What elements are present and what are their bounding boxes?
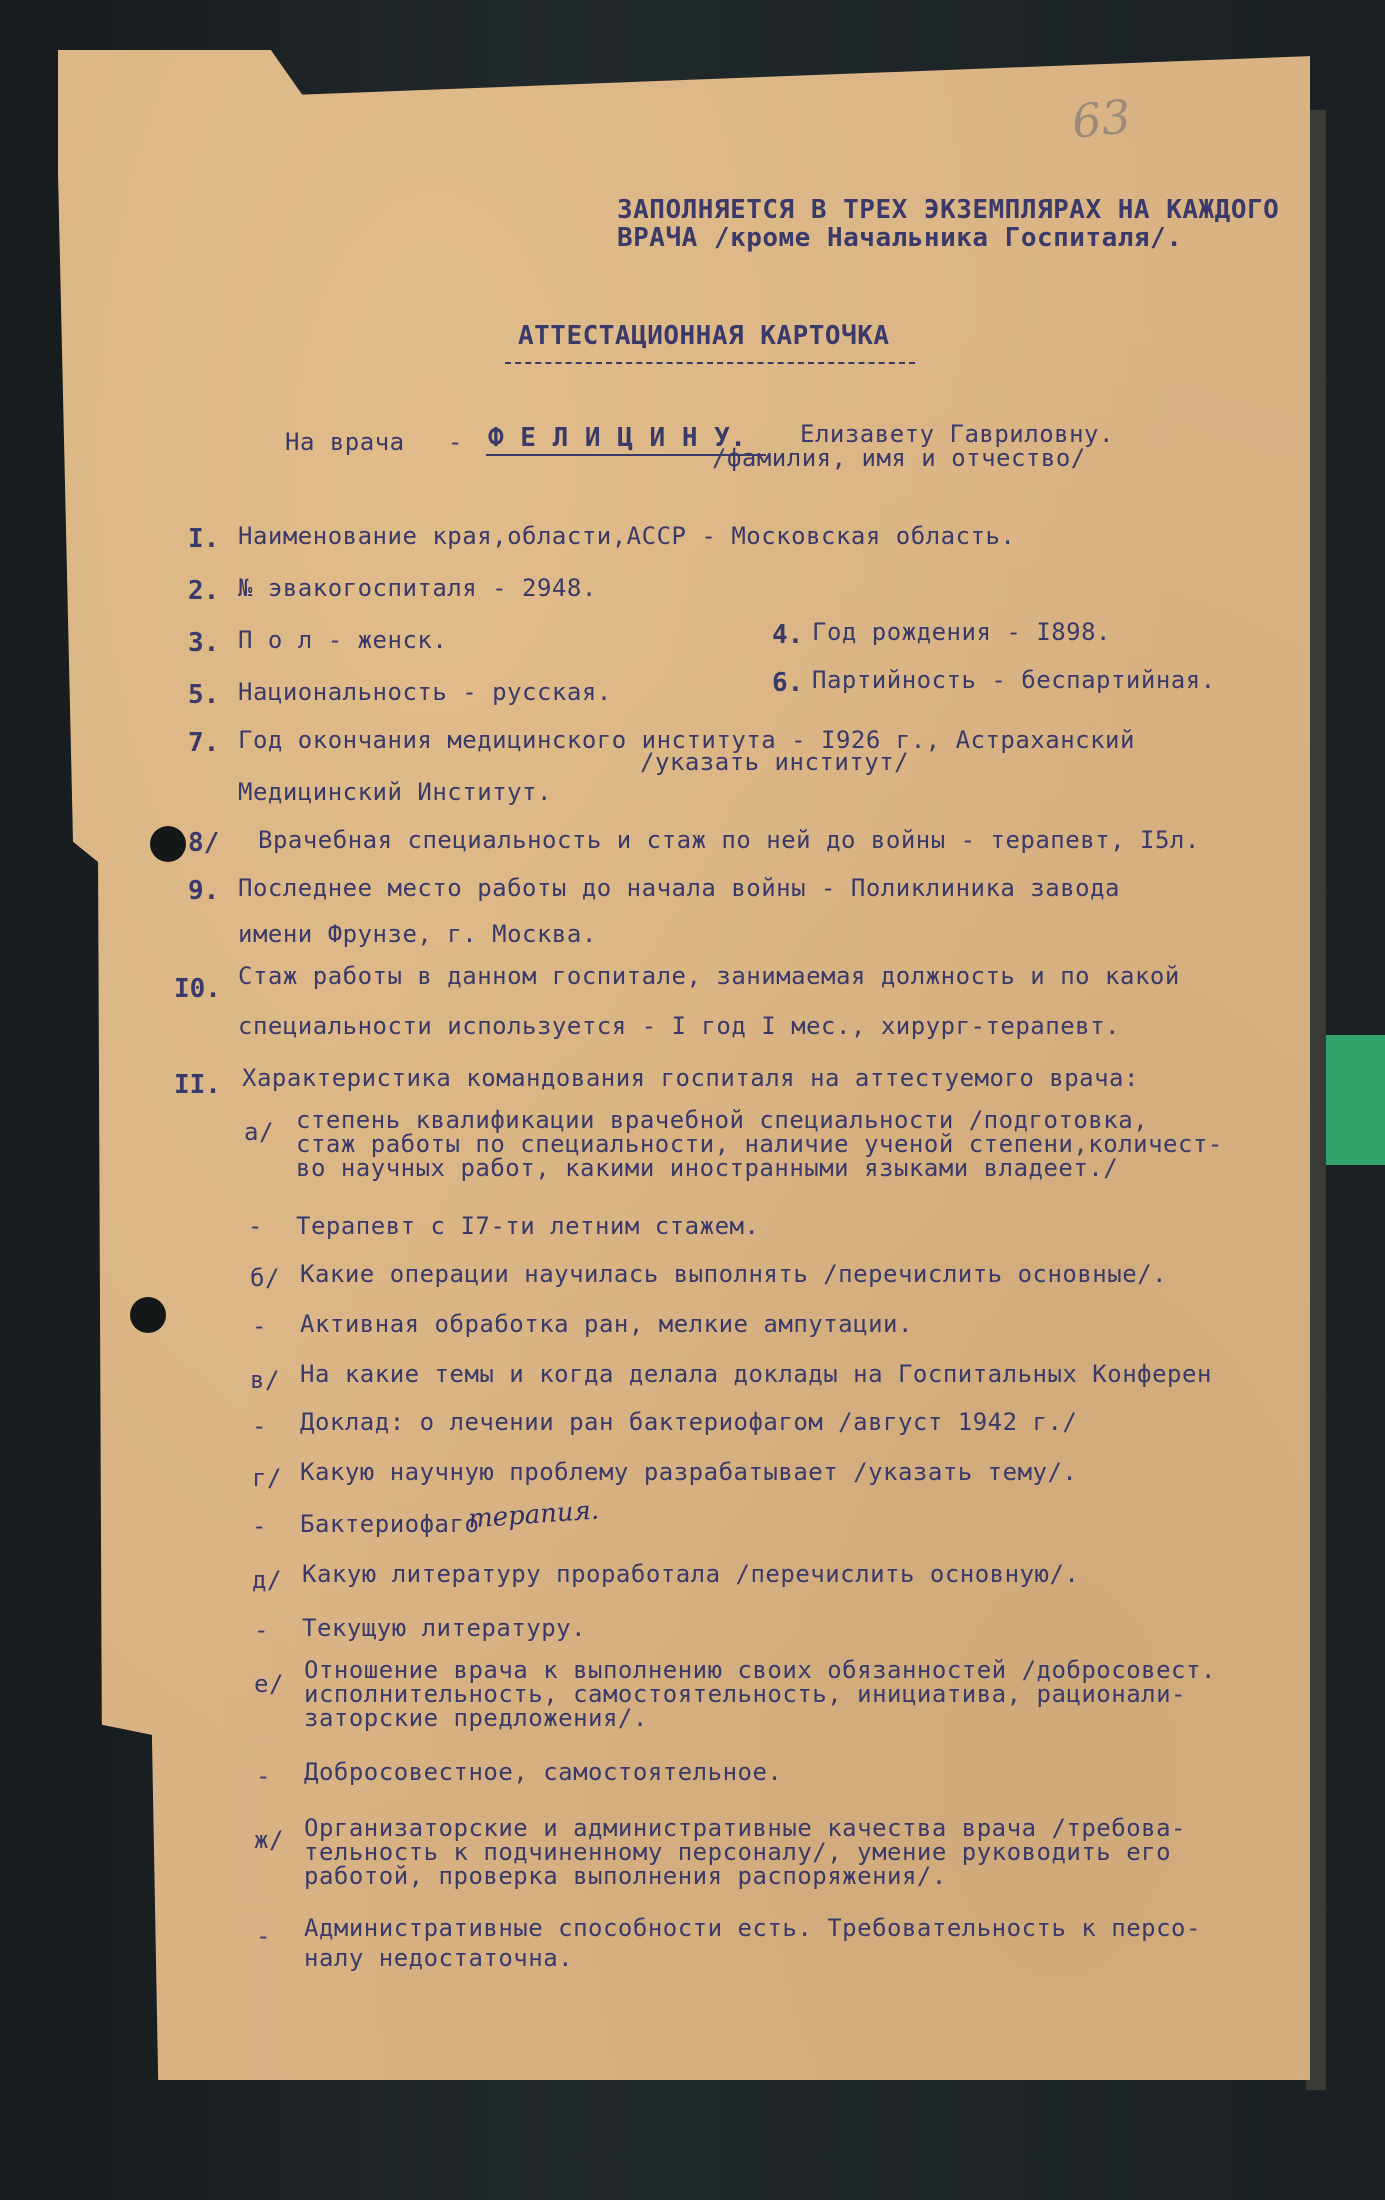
doctor-dash: - [448,428,463,456]
char-zh-line3: работой, проверка выполнения распоряжения/. [304,1862,947,1890]
char-g-answer: Бактериофаго [300,1510,480,1538]
item-8-number: 8/ [188,828,220,858]
char-e-line1: Отношение врача к выполнению своих обязанностей /добросовест. [304,1656,1216,1684]
doctor-surname: Ф Е Л И Ц И Н У. [488,423,747,453]
item-11-text: Характеристика командования госпиталя на аттестуемого врача: [242,1064,1139,1092]
item-7-line2: Медицинский Институт. [238,778,552,806]
char-v-mark: в/ [250,1366,280,1394]
item-9-line2: имени Фрунзе, г. Москва. [238,920,597,948]
item-3-number: 3. [188,628,220,658]
folder-divider-tab [1318,1035,1385,1165]
item-7-line1: Год окончания медицинского института - I926 г., Астраханский [238,726,1135,754]
char-zh-answer-line1: Административные способности есть. Требовательность к персо- [304,1914,1201,1942]
char-e-mark: е/ [254,1670,284,1698]
item-4-number: 4. [772,620,804,650]
char-g-answer-mark: - [252,1512,267,1540]
char-d-mark: д/ [252,1566,282,1594]
header-note-line2: ВРАЧА /кроме Начальника Госпиталя/. [617,223,1183,253]
char-a-mark: а/ [244,1118,274,1146]
char-a-line3: во научных работ, какими иностранными языками владеет./ [296,1154,1119,1182]
item-2-text: № эвакогоспиталя - 2948. [238,574,597,602]
char-zh-answer-line2: налу недостаточна. [304,1944,574,1972]
item-1-number: I. [188,524,220,554]
char-v-answer: Доклад: о лечении ран бактериофагом /август 1942 г./ [300,1408,1078,1436]
punch-hole [130,1297,166,1333]
title-underline [505,362,915,364]
char-b-mark: б/ [250,1264,280,1292]
char-v-question: На какие темы и когда делала доклады на Госпитальных Конферен [300,1360,1212,1388]
char-e-answer: Добросовестное, самостоятельное. [304,1758,783,1786]
char-e-line2: исполнительность, самостоятельность, инициатива, рационали- [304,1680,1187,1708]
char-e-line3: заторские предложения/. [304,1704,648,1732]
item-10-number: I0. [174,974,221,1004]
char-a-answer-mark: - [248,1212,263,1240]
document-title: АТТЕСТАЦИОННАЯ КАРТОЧКА [518,321,890,351]
char-v-answer-mark: - [252,1412,267,1440]
char-g-handwritten-note: терапия. [467,1495,601,1535]
char-b-answer-mark: - [252,1312,267,1340]
item-7-number: 7. [188,728,220,758]
char-d-answer: Текущую литературу. [302,1614,587,1642]
item-11-number: II. [174,1070,221,1100]
char-e-answer-mark: - [256,1762,271,1790]
item-9-number: 9. [188,876,220,906]
char-g-question: Какую научную проблему разрабатывает /указать тему/. [300,1458,1078,1486]
item-1-text: Наименование края,области,АССР - Московская область. [238,522,1016,550]
char-zh-line1: Организаторские и административные качества врача /требова- [304,1814,1187,1842]
char-zh-answer-mark: - [256,1922,271,1950]
char-zh-line2: тельность к подчиненному персоналу/, умение руководить его [304,1838,1172,1866]
item-3-text: П о л - женск. [238,626,448,654]
item-10-line1: Стаж работы в данном госпитале, занимаемая должность и по какой [238,962,1180,990]
doctor-given-names: Елизавету Гавриловну. [800,420,1114,448]
header-note-line1: ЗАПОЛНЯЕТСЯ В ТРЕХ ЭКЗЕМПЛЯРАХ НА КАЖДОГО [617,195,1280,225]
punch-hole [150,826,186,862]
item-5-text: Национальность - русская. [238,678,612,706]
doctor-name-caption: /фамилия, имя и отчество/ [712,444,1086,472]
item-10-line2: специальности используется - I год I мес., хирург-терапевт. [238,1012,1121,1040]
item-6-number: 6. [772,668,804,698]
item-9-line1: Последнее место работы до начала войны - Поликлиника завода [238,874,1121,902]
item-6-text: Партийность - беспартийная. [812,666,1216,694]
char-b-question: Какие операции научилась выполнять /перечислить основные/. [300,1260,1168,1288]
char-b-answer: Активная обработка ран, мелкие ампутации. [300,1310,913,1338]
char-a-line1: степень квалификации врачебной специальности /подготовка, [296,1106,1149,1134]
char-g-mark: г/ [252,1464,282,1492]
char-d-answer-mark: - [254,1616,269,1644]
item-8-text: Врачебная специальность и стаж по ней до войны - терапевт, I5л. [258,826,1200,854]
item-7-caption: /указать институт/ [640,748,910,776]
item-5-number: 5. [188,680,220,710]
char-a-line2: стаж работы по специальности, наличие ученой степени,количест- [296,1130,1223,1158]
archive-page-number: 63 [1069,89,1134,149]
char-d-question: Какую литературу проработала /перечислить основную/. [302,1560,1080,1588]
doctor-prefix: На врача [285,428,405,456]
char-zh-mark: ж/ [254,1826,284,1854]
item-4-text: Год рождения - I898. [812,618,1111,646]
char-a-answer: Терапевт с I7-ти летним стажем. [296,1212,760,1240]
item-2-number: 2. [188,576,220,606]
